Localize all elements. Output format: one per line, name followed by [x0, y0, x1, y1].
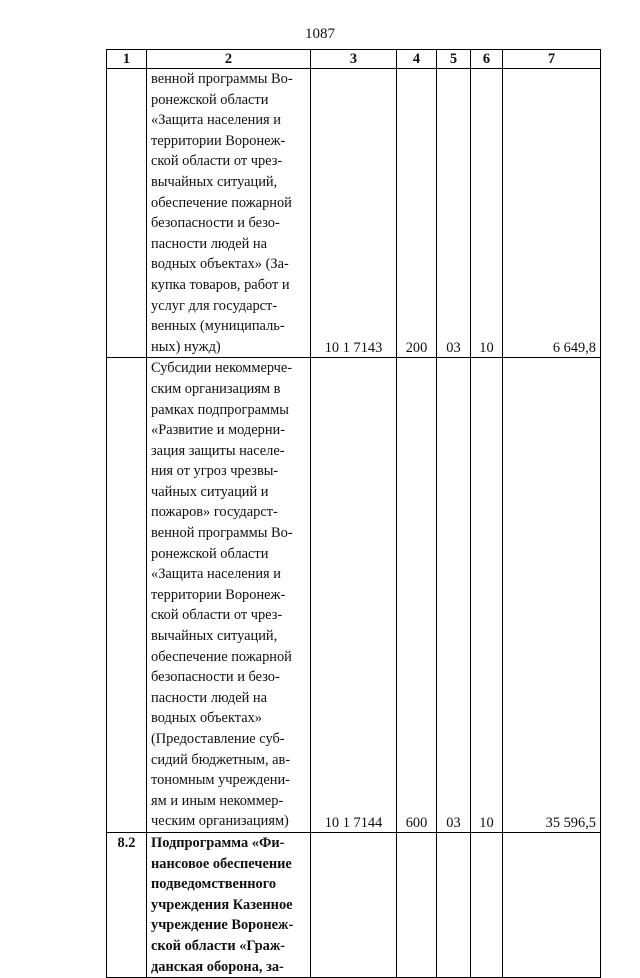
description-line: «Развитие и модерни- [151, 422, 286, 439]
column-header: 5 [437, 50, 471, 69]
amount [503, 832, 601, 977]
target-code: 10 1 7143 [311, 69, 397, 358]
description-line: «Защита населения и [151, 566, 281, 583]
description-line: ям и иным некоммер- [151, 792, 284, 809]
row-description [147, 358, 311, 833]
description-line: рамках подпрограммы [151, 401, 289, 418]
expense-type: 200 [397, 69, 437, 358]
description-line: ской области от чрез- [151, 607, 283, 624]
description-line: обеспечение пожарной [151, 194, 292, 211]
table-header-row [107, 50, 601, 69]
expense-type: 600 [397, 358, 437, 833]
description-line: территории Воронеж- [151, 132, 286, 149]
description-line: венных (муниципаль- [151, 318, 285, 335]
description-line: пожаров» государст- [151, 504, 278, 521]
description-line: водных объектах» (За- [151, 256, 289, 273]
description-line: Субсидии некоммерче- [151, 360, 293, 377]
row-description [147, 832, 311, 977]
description-line: подведомственного [151, 876, 277, 893]
description-line: безопасности и безо- [151, 669, 280, 686]
expense-type [397, 832, 437, 977]
description-line: вычайных ситуаций, [151, 173, 278, 190]
description-line: ных) нужд) [151, 338, 221, 355]
row-description [147, 69, 311, 358]
description-line: ния от угроз чрезвы- [151, 463, 279, 480]
description-line: нансовое обеспечение [151, 855, 292, 872]
section-code: 03 [437, 358, 471, 833]
description-line: ронежской области [151, 545, 269, 562]
subsection-code: 10 [471, 69, 503, 358]
row-index [107, 69, 147, 358]
description-line: купка товаров, работ и [151, 276, 290, 293]
description-line: безопасности и безо- [151, 215, 280, 232]
description-line: пасности людей на [151, 235, 268, 252]
column-header: 1 [107, 50, 147, 69]
column-header: 3 [311, 50, 397, 69]
column-header: 7 [503, 50, 601, 69]
amount: 35 596,5 [503, 358, 601, 833]
description-line: зация защиты населе- [151, 442, 285, 459]
description-line: тономным учреждени- [151, 772, 290, 789]
description-line: данская оборона, за- [151, 958, 284, 975]
description-line: чайных ситуаций и [151, 483, 269, 500]
budget-table [106, 49, 601, 978]
description-line: ской области от чрез- [151, 153, 283, 170]
description-line: водных объектах» [151, 710, 262, 727]
description-line: «Защита населения и [151, 112, 281, 129]
description-line: пасности людей на [151, 689, 268, 706]
description-line: услуг для государст- [151, 297, 278, 314]
description-line: обеспечение пожарной [151, 648, 292, 665]
subsection-code: 10 [471, 358, 503, 833]
description-line: ской области «Граж- [151, 937, 286, 954]
amount: 6 649,8 [503, 69, 601, 358]
table-row [107, 832, 601, 977]
section-code: 03 [437, 69, 471, 358]
column-header: 2 [147, 50, 311, 69]
column-header: 4 [397, 50, 437, 69]
target-code [311, 832, 397, 977]
description-line: сидий бюджетным, ав- [151, 751, 291, 768]
description-line: венной программы Во- [151, 525, 293, 542]
table-row [107, 358, 601, 833]
target-code: 10 1 7144 [311, 358, 397, 833]
column-header: 6 [471, 50, 503, 69]
description-line: Подпрограмма «Фи- [151, 834, 285, 851]
description-line: вычайных ситуаций, [151, 628, 278, 645]
description-line: ронежской области [151, 91, 269, 108]
section-code [437, 832, 471, 977]
table-row [107, 69, 601, 358]
description-line: учреждение Воронеж- [151, 917, 294, 934]
description-line: ческим организациям) [151, 813, 289, 830]
description-line: ским организациям в [151, 380, 281, 397]
page-number: 1087 [305, 26, 335, 42]
subsection-code [471, 832, 503, 977]
row-index: 8.2 [107, 832, 147, 977]
description-line: территории Воронеж- [151, 586, 286, 603]
row-index [107, 358, 147, 833]
description-line: венной программы Во- [151, 71, 293, 87]
description-line: учреждения Казенное [151, 896, 293, 913]
description-line: (Предоставление суб- [151, 731, 285, 747]
